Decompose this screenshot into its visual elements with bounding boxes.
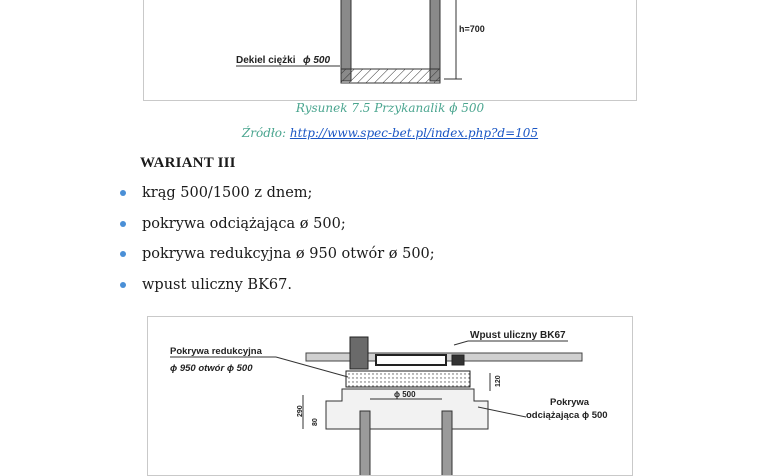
list-item-text: pokrywa odciążająca ø 500; xyxy=(142,215,346,232)
bullet-icon xyxy=(120,282,126,288)
bottom-slab xyxy=(341,69,440,83)
dim-290-label: 290 xyxy=(297,405,304,417)
list-item-text: wpust uliczny BK67. xyxy=(142,276,292,293)
list-item xyxy=(118,183,435,214)
list-item xyxy=(118,275,435,306)
list-item-text: krąg 500/1500 z dnem; xyxy=(142,185,313,201)
bullet-icon xyxy=(120,221,126,227)
figure-1-caption: Rysunek 7.5 Przykanalik ϕ 500 xyxy=(295,101,485,115)
figure-2-drawing xyxy=(147,316,633,476)
component-list xyxy=(118,183,435,305)
inlet-label: Wpust uliczny BK67 xyxy=(470,330,566,341)
section-heading: WARIANT III xyxy=(140,155,236,171)
source-link[interactable]: http://www.spec-bet.pl/index.php?d=105 xyxy=(289,126,539,140)
inlet-grate xyxy=(376,355,446,365)
relief-label: Pokrywa xyxy=(550,397,590,408)
reduction-dims-label: ϕ 950 otwór ϕ 500 xyxy=(170,363,253,374)
reduction-cover xyxy=(346,371,470,387)
list-item xyxy=(118,244,435,275)
reduction-label: Pokrywa redukcyjna xyxy=(170,346,262,357)
ring-left-wall xyxy=(360,411,370,476)
relief-dims-label: odciążająca ϕ 500 xyxy=(526,410,608,421)
dim-80-label: 80 xyxy=(312,418,319,426)
cover-label: Dekiel ciężki xyxy=(236,55,296,66)
manhole-section-drawing xyxy=(144,0,638,102)
curb-block xyxy=(350,337,368,369)
cover-dim-label: ϕ 500 xyxy=(303,55,331,66)
ring-right-wall xyxy=(442,411,452,476)
figure-1-source xyxy=(0,126,780,140)
list-item-text: pokrywa redukcyjna ø 950 otwór ø 500; xyxy=(142,246,435,262)
wariant-iii-drawing xyxy=(148,317,633,476)
bullet-icon xyxy=(120,251,126,257)
dim-120-label: 120 xyxy=(495,375,502,387)
bullet-icon xyxy=(120,190,126,196)
height-label: h=700 xyxy=(459,24,485,34)
source-prefix: Źródło: xyxy=(241,126,287,140)
dim-500-label: ϕ 500 xyxy=(394,390,416,399)
list-item xyxy=(118,214,435,245)
figure-1-drawing xyxy=(143,0,637,101)
